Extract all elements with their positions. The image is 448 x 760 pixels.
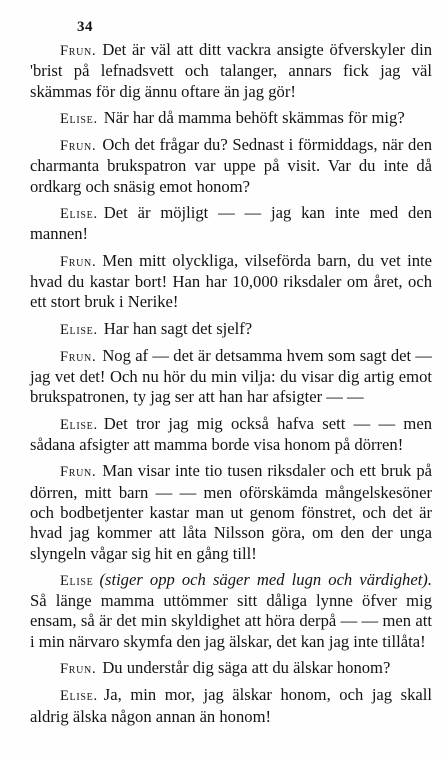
dialogue-paragraph: [30, 685, 432, 727]
dialogue-text: När har då mamma behöft skämmas för mig?: [103, 107, 405, 127]
speaker-name: Frun.: [60, 138, 97, 155]
dialogue-paragraph: [30, 658, 432, 679]
dialogue-paragraph: [30, 135, 432, 197]
dialogue-text: Det tror jag mig också hafva sett — — men sådana afsigter att mamma borde visa honom på dörren!: [30, 413, 432, 455]
speaker-name: Frun.: [60, 43, 97, 59]
dialogue-text: Nog af — det är detsamma hvem som sagt det — jag vet det! Och nu hör du min vilja: du visar dig artig emot brukspatronen, ty jag ser att han har afsigter — —: [30, 345, 432, 407]
dialogue-paragraph: [30, 461, 432, 563]
dialogue-paragraph: [30, 251, 432, 313]
dialogue-text: Ja, min mor, jag älskar honom, och jag skall aldrig älska någon annan än honom!: [30, 685, 432, 726]
dialogue-text: Men mitt olyckliga, vilseförda barn, du vet inte hvad du kastar bort! Han har 10,000 riksdaler om året, och ett stort bruk i Nerike!: [30, 250, 432, 312]
dialogue-text: Har han sagt det sjelf?: [103, 318, 253, 338]
dialogue-paragraph: [30, 203, 432, 245]
page-number: 34: [77, 19, 93, 35]
speaker-name: Frun.: [60, 464, 97, 481]
speaker-name: Elise.: [60, 321, 98, 338]
dialogue-text: Man visar inte tio tusen riksdaler och ett bruk på dörren, mitt barn — — men oförskämda mångelskesöner och bodbetjenter kastar man ut genom fönstret, och det är hvad jag kommer att låta Nilsson göra, om den der unga slyngeln vågar sig hit en gång till!: [30, 461, 432, 563]
dialogue-text: Och det frågar du? Sednast i förmiddags, när den charmanta brukspatron var uppe på visit. Var du inte då ordkarg och snäsig emot honom?: [30, 135, 432, 196]
speaker-name: Elise.: [60, 110, 98, 127]
speaker-name: Frun.: [60, 348, 97, 365]
speaker-name: Elise: [60, 572, 94, 589]
dialogue-text: Du understår dig säga att du älskar honom?: [102, 658, 391, 678]
page-text: [30, 40, 432, 733]
dialogue-text: Så länge mamma uttömmer sitt dåliga lynne öfver mig ensam, så är det min skyldighet att höra derpå — — men att i min närvaro skymfa den jag älskar, det kan jag inte tillåta!: [30, 591, 432, 651]
dialogue-paragraph: [30, 108, 432, 129]
speaker-name: Elise.: [60, 206, 98, 223]
speaker-name: Frun.: [60, 253, 97, 270]
dialogue-paragraph: [30, 319, 432, 340]
speaker-name: Elise.: [60, 416, 98, 433]
dialogue-paragraph: [30, 414, 432, 456]
dialogue-text: Det är väl att ditt vackra ansigte öfverskyler din 'brist på lefnadsvett och talanger, annars fick jag väl skämmas för dig ännu oftare än jag gör!: [30, 40, 432, 101]
speaker-name: Elise.: [60, 688, 98, 705]
speaker-name: Frun.: [60, 661, 97, 678]
stage-direction: (stiger opp och säger med lugn och värdighet).: [99, 569, 432, 589]
dialogue-paragraph: [30, 40, 432, 102]
dialogue-paragraph: [30, 570, 432, 652]
dialogue-paragraph: [30, 346, 432, 408]
dialogue-text: Det är möjligt — — jag kan inte med den mannen!: [30, 203, 432, 244]
